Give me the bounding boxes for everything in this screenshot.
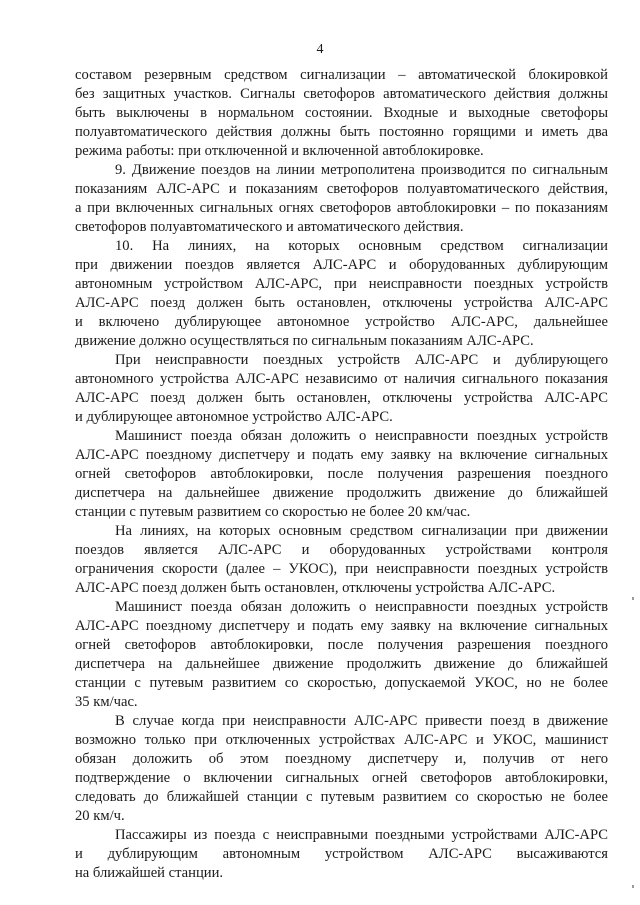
text-line: Машинист поезда обязан доложить о неисправности поездных устройств: [115, 428, 608, 444]
text-line: АЛС-АРС поездному диспетчеру и подать ему заявку на включение сигнальных: [75, 618, 608, 634]
text-line: АЛС-АРС поезд должен быть остановлен, отключены устройства АЛС-АРС: [75, 390, 608, 406]
text-line: диспетчера на дальнейшее движение продолжить движение до ближайшей: [75, 656, 608, 672]
paragraph: [75, 712, 608, 826]
text-line: светофоров полуавтоматического и автоматического действия.: [75, 219, 464, 235]
text-line: При неисправности поездных устройств АЛС-АРС и дублирующего: [115, 352, 608, 368]
text-line: В случае когда при неисправности АЛС-АРС привести поезд в движение: [115, 713, 608, 729]
text-line: 9. Движение поездов на линии метрополитена производится по сигнальным: [115, 162, 608, 178]
text-line: автономным устройством АЛС-АРС, при неисправности поездных устройств: [75, 276, 608, 292]
scan-artifact: [632, 885, 634, 888]
text-line: на ближайшей станции.: [75, 865, 224, 881]
paragraph: [75, 427, 608, 522]
paragraph: [75, 161, 608, 237]
scan-artifact: [632, 597, 634, 600]
text-line: при движении поездов является АЛС-АРС и оборудованных дублирующим: [75, 257, 608, 273]
text-line: поездов является АЛС-АРС и оборудованных устройствами контроля: [75, 542, 608, 558]
text-line: а при включенных сигнальных огнях светофоров автоблокировки – по показаниям: [75, 200, 608, 216]
text-line: 20 км/ч.: [75, 808, 125, 824]
text-line: станции с путевым развитием со скоростью не более 20 км/час.: [75, 504, 471, 520]
paragraph: [75, 598, 608, 712]
text-line: движение должно осуществляться по сигнальным показаниям АЛС-АРС.: [75, 333, 534, 349]
text-line: 35 км/час.: [75, 694, 138, 710]
text-line: возможно только при отключенных устройствах АЛС-АРС и УКОС, машинист: [75, 732, 608, 748]
text-line: и дублирующее автономное устройство АЛС-АРС.: [75, 409, 393, 425]
text-line: Пассажиры из поезда с неисправными поездными устройствами АЛС-АРС: [115, 827, 608, 843]
text-line: АЛС-АРС поезд должен быть остановлен, отключены устройства АЛС-АРС.: [75, 580, 556, 596]
paragraph: [75, 351, 608, 427]
text-line: станции с путевым развитием со скоростью, допускаемой УКОС, но не более: [75, 675, 608, 691]
text-line: АЛС-АРС поезд должен быть остановлен, отключены устройства АЛС-АРС: [75, 295, 608, 311]
text-line: 10. На линиях, на которых основным средством сигнализации: [115, 238, 608, 254]
text-line: режима работы: при отключенной и включенной автоблокировке.: [75, 143, 484, 159]
text-line: следовать до ближайшей станции с путевым развитием со скоростью не более: [75, 789, 608, 805]
paragraph: [75, 522, 608, 598]
text-line: обязан доложить об этом поездному диспетчеру и, получив от него: [75, 751, 608, 767]
text-line: Машинист поезда обязан доложить о неисправности поездных устройств: [115, 599, 608, 615]
text-line: огней светофоров автоблокировки, после получения разрешения поездного: [75, 637, 608, 653]
text-line: На линиях, на которых основным средством сигнализации при движении: [115, 523, 608, 539]
text-line: АЛС-АРС поездному диспетчеру и подать ему заявку на включение сигнальных: [75, 447, 608, 463]
text-line: диспетчера на дальнейшее движение продолжить движение до ближайшей: [75, 485, 608, 501]
paragraph: [75, 237, 608, 351]
text-line: полуавтоматического действия должны быть постоянно горящими и иметь два: [75, 124, 608, 140]
document-body: [75, 66, 608, 883]
paragraph: [75, 826, 608, 883]
page-number: 4: [316, 42, 324, 57]
text-line: ограничения скорости (далее – УКОС), при неисправности поездных устройств: [75, 561, 608, 577]
text-line: без защитных участков. Сигналы светофоров автоматического действия должны: [75, 86, 608, 102]
text-line: показаниям АЛС-АРС и показаниям светофоров полуавтоматического действия,: [75, 181, 608, 197]
text-line: составом резервным средством сигнализации – автоматической блокировкой: [75, 67, 608, 83]
text-line: и включено дублирующее автономное устройство АЛС-АРС, дальнейшее: [75, 314, 608, 330]
text-line: подтверждение о включении сигнальных огней светофоров автоблокировки,: [75, 770, 608, 786]
paragraph: [75, 66, 608, 161]
text-line: огней светофоров автоблокировки, после получения разрешения поездного: [75, 466, 608, 482]
text-line: быть выключены в нормальном состоянии. Входные и выходные светофоры: [75, 105, 608, 121]
text-line: автономного устройства АЛС-АРС независимо от наличия сигнального показания: [75, 371, 608, 387]
text-line: и дублирующим автономным устройством АЛС-АРС высаживаются: [75, 846, 608, 862]
